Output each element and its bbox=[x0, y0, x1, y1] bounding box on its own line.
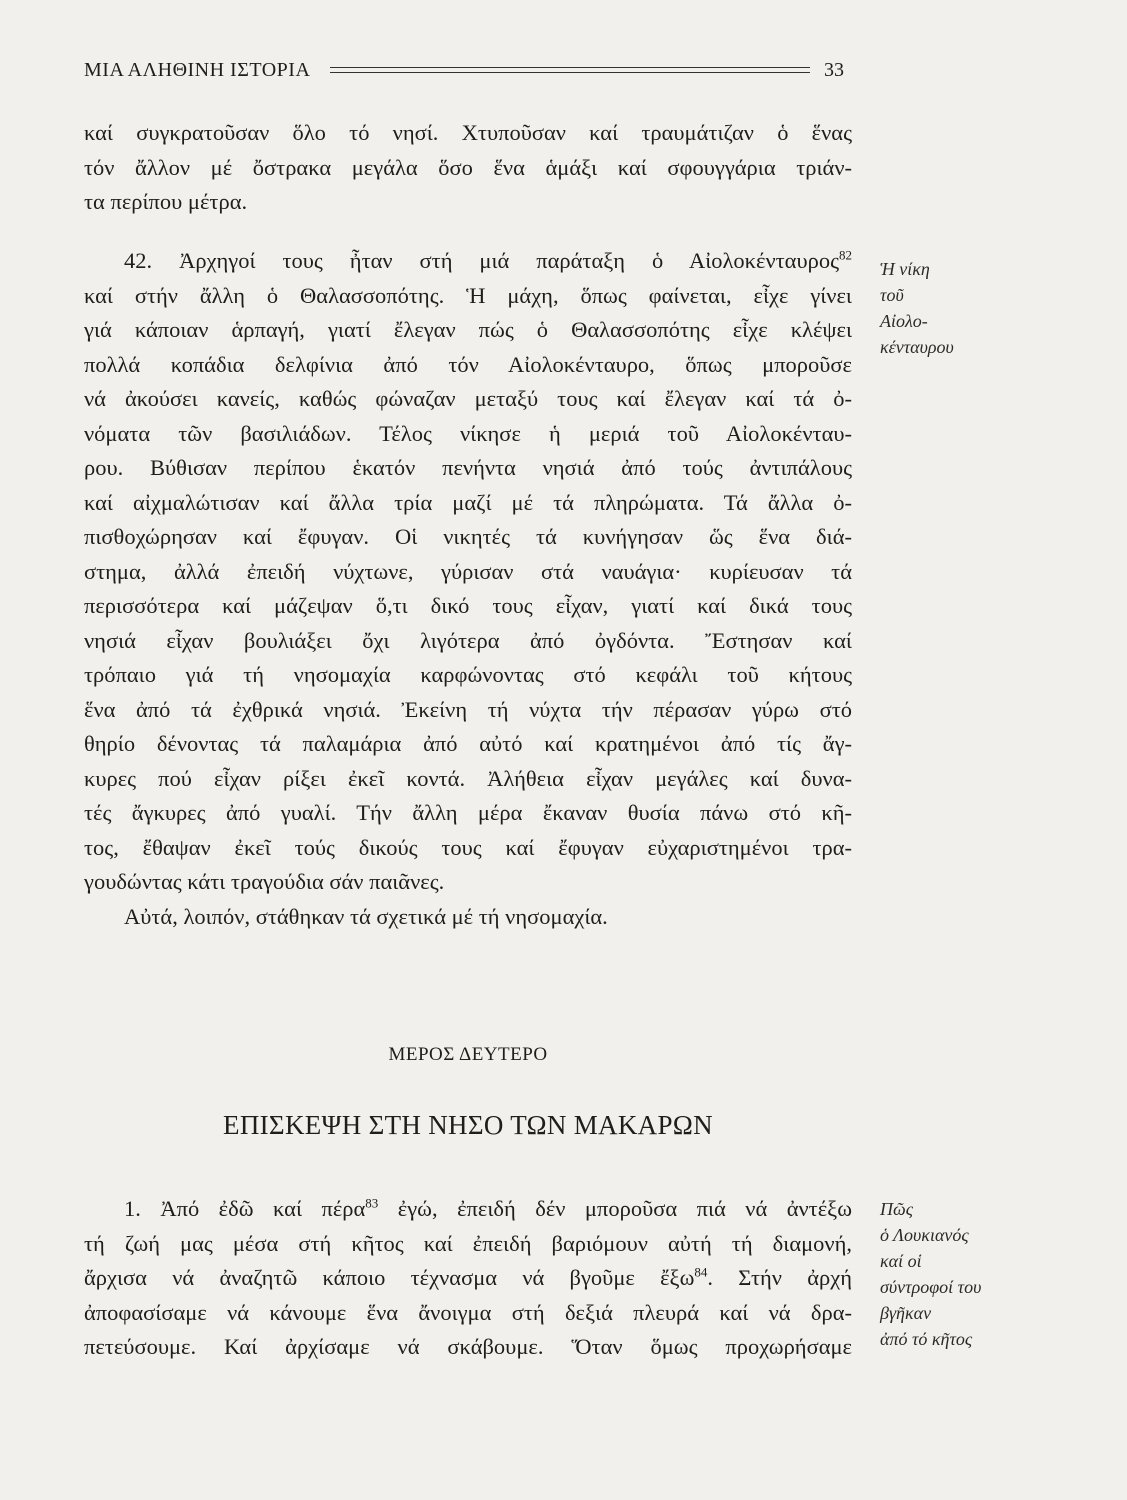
margin-note-line: ὁ Λουκιανός bbox=[880, 1225, 969, 1245]
text-segment: ἄρχισα νά ἀναζητῶ κάποιο τέχνασμα νά βγοῦμε ἔξω bbox=[84, 1265, 695, 1290]
margin-note-escape bbox=[880, 1196, 1060, 1352]
text-line: πετεύσουμε. Καί ἀρχίσαμε νά σκάβουμε. Ὅταν ὅμως προχωρήσαμε bbox=[84, 1334, 852, 1359]
text-line: τρόπαιο γιά τή νησομαχία καρφώνοντας στό κεφάλι τοῦ κήτους bbox=[84, 662, 852, 687]
paragraph-1-first-line bbox=[84, 1192, 852, 1227]
part-title: ΕΠΙΣΚΕΨΗ ΣΤΗ ΝΗΣΟ ΤΩΝ ΜΑΚΑΡΩΝ bbox=[223, 1110, 713, 1140]
margin-note-line: Αἰολο- bbox=[880, 311, 928, 331]
margin-note-line: καί οἱ bbox=[880, 1251, 922, 1271]
text-line: τή ζωή μας μέσα στή κῆτος καί ἐπειδή βαριόμουν αὐτή τή διαμονή, bbox=[84, 1230, 852, 1256]
text-line: πολλά κοπάδια δελφίνια ἀπό τόν Αἰολοκένταυρο, ὅπως μποροῦσε bbox=[84, 351, 852, 377]
margin-note-line: σύντροφοί του bbox=[880, 1277, 982, 1297]
text-line: νησιά εἶχαν βουλιάξει ὄχι λιγότερα ἀπό ὀγδόντα. Ἔστησαν καί bbox=[84, 627, 852, 653]
text-line: ρου. Βύθισαν περίπου ἑκατόν πενήντα νησιά ἀπό τούς ἀντιπάλους bbox=[84, 455, 852, 480]
closing-line: Αὐτά, λοιπόν, στάθηκαν τά σχετικά μέ τή νησομαχία. bbox=[124, 903, 608, 929]
margin-note-line: τοῦ bbox=[880, 285, 904, 305]
margin-note-victory bbox=[880, 256, 1060, 360]
text-line: τα περίπου μέτρα. bbox=[84, 189, 248, 214]
text-line: κυρες πού εἶχαν ρίξει ἐκεῖ κοντά. Ἀλήθεια εἶχαν μεγάλες καί δυνα- bbox=[84, 765, 852, 791]
continuation-paragraph bbox=[84, 116, 852, 220]
text-line: τόν ἄλλον μέ ὄστρακα μεγάλα ὅσο ἕνα ἁμάξι καί σφουγγάρια τριάν- bbox=[84, 154, 852, 180]
paragraph-1-opening-rest: ἐγώ, ἐπειδή δέν μποροῦσα πιά νά ἀντέξω bbox=[378, 1196, 852, 1221]
text-line: καί στήν ἄλλη ὁ Θαλασσοπότης. Ἡ μάχη, ὅπως φαίνεται, εἶχε γίνει bbox=[84, 282, 852, 308]
text-line: γιά κάποιαν ἁρπαγή, γιατί ἔλεγαν πώς ὁ Θαλασσοπότης εἶχε κλέψει bbox=[84, 317, 852, 342]
text-line: νόματα τῶν βασιλιάδων. Τέλος νίκησε ἡ μεριά τοῦ Αἰολοκένταυ- bbox=[84, 420, 852, 446]
paragraph-42-opening: 42. Ἀρχηγοί τους ἦταν στή μιά παράταξη ὁ Αἰολοκένταυρος bbox=[124, 248, 839, 273]
page-number: 33 bbox=[824, 58, 844, 81]
paragraph-42 bbox=[84, 244, 852, 934]
margin-note-line: βγῆκαν bbox=[880, 1303, 932, 1323]
header-rule bbox=[330, 67, 810, 73]
margin-note-line: Πῶς bbox=[880, 1199, 914, 1219]
text-line: περισσότερα καί μάζεψαν ὅ,τι δικό τους εἶχαν, γιατί καί δικά τους bbox=[84, 593, 852, 618]
paragraph-1-opening: 1. Ἀπό ἐδῶ καί πέρα bbox=[124, 1196, 366, 1221]
text-line: ἀποφασίσαμε νά κάνουμε ἕνα ἄνοιγμα στή δεξιά πλευρά καί νά δρα- bbox=[84, 1299, 852, 1325]
text-line: γουδώντας κάτι τραγούδια σάν παιᾶνες. bbox=[84, 869, 445, 894]
footnote-ref-83: 83 bbox=[365, 1195, 379, 1211]
part-label: ΜΕΡΟΣ ΔΕΥΤΕΡΟ bbox=[388, 1044, 548, 1065]
text-line: πισθοχώρησαν καί ἔφυγαν. Οἱ νικητές τά κυνήγησαν ὥς ἕνα διά- bbox=[84, 524, 852, 549]
text-line: τές ἄγκυρες ἀπό γυαλί. Τήν ἄλλη μέρα ἔκαναν θυσία πάνω στό κῆ- bbox=[84, 800, 852, 825]
text-line: καί συγκρατοῦσαν ὅλο τό νησί. Χτυποῦσαν καί τραυμάτιζαν ὁ ἕνας bbox=[84, 120, 852, 145]
margin-note-line: κένταυρου bbox=[880, 337, 954, 357]
text-line: ἕνα ἀπό τά ἐχθρικά νησιά. Ἐκείνη τή νύχτα τήν πέρασαν γύρω στό bbox=[84, 696, 852, 722]
running-title: ΜΙΑ ΑΛΗΘΙΝΗ ΙΣΤΟΡΙΑ bbox=[84, 58, 311, 81]
text-line: στημα, ἀλλά ἐπειδή νύχτωνε, γύρισαν στά ναυάγια· κυρίευσαν τά bbox=[84, 558, 852, 584]
text-line-with-note bbox=[84, 1261, 852, 1296]
footnote-ref-84: 84 bbox=[694, 1264, 708, 1280]
footnote-ref-82: 82 bbox=[839, 247, 852, 263]
margin-note-line: ἀπό τό κῆτος bbox=[880, 1329, 973, 1349]
text-line: νά ἀκούσει κανείς, καθώς φώναζαν μεταξύ τους καί ἔλεγαν καί τά ὀ- bbox=[84, 386, 852, 411]
text-line: θηρίο δένοντας τά παλαμάρια ἀπό αὐτό καί κρατημένοι ἀπό τίς ἄγ- bbox=[84, 731, 852, 756]
paragraph-42-first-line bbox=[84, 244, 852, 279]
text-line: καί αἰχμαλώτισαν καί ἄλλα τρία μαζί μέ τά πληρώματα. Τά ἄλλα ὀ- bbox=[84, 489, 852, 515]
margin-note-line: Ἡ νίκη bbox=[880, 259, 930, 279]
text-line: τος, ἔθαψαν ἐκεῖ τούς δικούς τους καί ἔφυγαν εὐχαριστημένοι τρα- bbox=[84, 834, 852, 860]
paragraph-1 bbox=[84, 1192, 852, 1365]
text-segment: . Στήν ἀρχή bbox=[707, 1265, 852, 1290]
running-header bbox=[84, 56, 844, 84]
